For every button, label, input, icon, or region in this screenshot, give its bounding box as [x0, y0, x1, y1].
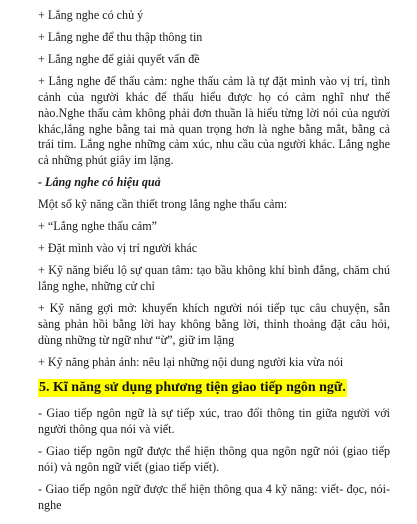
- language-comm-forms: - Giao tiếp ngôn ngữ được thể hiện thông qua ngôn ngữ nói (giao tiếp nói) và ngôn ngữ viết (giao tiếp viết).: [38, 444, 390, 474]
- bullet-listening-solve-problem: + Lắng nghe để giải quyết vấn đề: [38, 52, 200, 67]
- bullet-show-interest: + Kỹ năng biểu lộ sự quan tâm: tạo bầu không khí bình đẳng, chăm chú lắng nghe, những cử chỉ: [38, 263, 390, 294]
- section-heading: 5. Kĩ năng sử dụng phương tiện giao tiếp ngôn ngữ.: [39, 380, 346, 396]
- section-heading-wrap: [38, 377, 390, 403]
- bullet-open-up: + Kỹ năng gợi mở: khuyến khích người nói tiếp tục câu chuyện, sẵn sàng phản hồi bằng lời hay không bằng lời, thỉnh thoảng đặt câu hỏi, dùng những từ ngữ như “ừ”, giữ im lặng: [38, 301, 390, 347]
- bullet-put-yourself: + Đặt mình vào vị trí người khác: [38, 241, 198, 256]
- document-page: [38, 8, 390, 520]
- bullet-listening-empathy: + Lắng nghe để thấu cảm: nghe thấu cảm là tự đặt mình vào vị trí, tình cảnh của người khác để thấu hiểu được họ có cảm nghĩ như thế nào.Nghe thấu cảm không phải đơn thuần là hiểu từng lời nói của người khác,lắng nghe bằng tai mà quan trọng hơn là nghe bằng mắt, bằng cả trái tim. Lắng nghe những cảm xúc, nhu cầu của người khác. Lắng nghe cả những phút giây im lặng.: [38, 74, 390, 168]
- bullet-empathic-listening: + “Lắng nghe thấu cảm”: [38, 219, 157, 234]
- intro-empathy-skills: Một số kỹ năng cần thiết trong lắng nghe thấu cảm:: [38, 197, 288, 212]
- bullet-reflect: + Kỹ năng phản ánh: nêu lại những nội dung người kia vừa nói: [38, 355, 344, 370]
- subheading-effective-listening: - Lắng nghe có hiệu quả: [38, 175, 161, 190]
- language-comm-skills: - Giao tiếp ngôn ngữ được thể hiện thông qua 4 kỹ năng: viết- đọc, nói-nghe: [38, 481, 390, 512]
- bullet-listening-collect-info: + Lắng nghe để thu thập thông tin: [38, 30, 203, 45]
- language-comm-definition: - Giao tiếp ngôn ngữ là sự tiếp xúc, trao đổi thông tin giữa người với người thông qua nói và viết.: [38, 406, 390, 436]
- bullet-listening-intentional: + Lắng nghe có chủ ý: [38, 8, 144, 22]
